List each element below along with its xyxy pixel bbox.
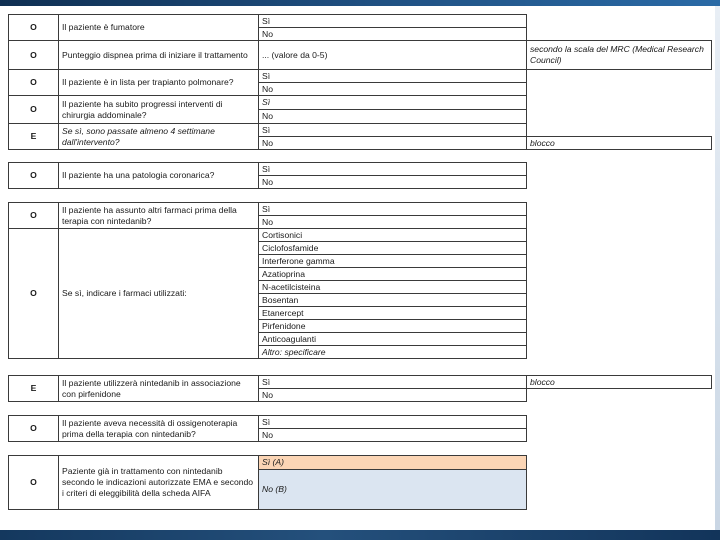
option-yes[interactable]: Sì xyxy=(259,416,527,429)
option-no[interactable]: No xyxy=(259,28,527,41)
dyspnea-value-field[interactable]: ... (valore da 0-5) xyxy=(259,41,527,70)
option-a[interactable]: Sì (A) xyxy=(259,456,527,470)
question-prior-drugs: Il paziente ha assunto altri farmaci prima della terapia con nintedanib? xyxy=(59,203,259,229)
table-history xyxy=(8,14,712,150)
row-code: E xyxy=(9,124,59,150)
block-note: blocco xyxy=(527,376,712,389)
row-code: O xyxy=(9,70,59,96)
dyspnea-note: secondo la scala del MRC (Medical Research Council) xyxy=(527,41,712,70)
question-transplant: Il paziente è in lista per trapianto polmonare? xyxy=(59,70,259,96)
option-no[interactable]: No xyxy=(259,389,527,402)
drug-option[interactable]: N-acetilcisteina xyxy=(259,281,527,294)
row-code: O xyxy=(9,96,59,124)
question-current-treatment: Paziente già in trattamento con nintedanib secondo le indicazioni autorizzate EMA e secondo i criteri di eleggibilità della scheda AIFA xyxy=(59,456,259,510)
row-code: O xyxy=(9,456,59,510)
option-no[interactable]: No xyxy=(259,429,527,442)
drug-option[interactable]: Pirfenidone xyxy=(259,320,527,333)
row-code: O xyxy=(9,416,59,442)
row-code: O xyxy=(9,41,59,70)
option-yes[interactable]: Sì xyxy=(259,376,527,389)
row-code: O xyxy=(9,229,59,359)
question-coronary: Il paziente ha una patologia coronarica? xyxy=(59,163,259,189)
right-decor-bar xyxy=(715,6,720,530)
option-no[interactable]: No xyxy=(259,176,527,189)
question-oxygen: Il paziente aveva necessità di ossigenoterapia prima della terapia con nintedanib? xyxy=(59,416,259,442)
question-weeks: Se sì, sono passate almeno 4 settimane dall'intervento? xyxy=(59,124,259,150)
drug-option[interactable]: Azatioprina xyxy=(259,268,527,281)
row-code: O xyxy=(9,203,59,229)
row-code: O xyxy=(9,15,59,41)
table-combination xyxy=(8,375,712,402)
drug-option[interactable]: Cortisonici xyxy=(259,229,527,242)
row-code: E xyxy=(9,376,59,402)
top-decor-bar xyxy=(0,0,720,6)
question-combination: Il paziente utilizzerà nintedanib in associazione con pirfenidone xyxy=(59,376,259,402)
table-coronary xyxy=(8,162,712,189)
table-oxygen xyxy=(8,415,712,442)
drug-option[interactable]: Etanercept xyxy=(259,307,527,320)
drug-option-other[interactable]: Altro: specificare xyxy=(259,346,527,359)
option-b[interactable]: No (B) xyxy=(259,470,527,510)
drug-option[interactable]: Bosentan xyxy=(259,294,527,307)
row-code: O xyxy=(9,163,59,189)
block-note: blocco xyxy=(527,137,712,150)
option-no[interactable]: No xyxy=(259,110,527,124)
option-yes[interactable]: Sì xyxy=(259,70,527,83)
table-current-treatment xyxy=(8,455,712,510)
option-yes[interactable]: Sì xyxy=(259,163,527,176)
option-no[interactable]: No xyxy=(259,216,527,229)
drug-option[interactable]: Interferone gamma xyxy=(259,255,527,268)
option-no[interactable]: No xyxy=(259,83,527,96)
bottom-decor-bar xyxy=(0,530,720,540)
option-yes[interactable]: Sì xyxy=(259,96,527,110)
option-yes[interactable]: Sì xyxy=(259,15,527,28)
drug-option[interactable]: Ciclofosfamide xyxy=(259,242,527,255)
option-yes[interactable]: Sì xyxy=(259,124,527,137)
question-smoker: Il paziente è fumatore xyxy=(59,15,259,41)
drug-option[interactable]: Anticoagulanti xyxy=(259,333,527,346)
question-dyspnea: Punteggio dispnea prima di iniziare il trattamento xyxy=(59,41,259,70)
table-prior-drugs xyxy=(8,202,712,359)
option-yes[interactable]: Sì xyxy=(259,203,527,216)
question-surgery: Il paziente ha subito progressi interventi di chirurgia addominale? xyxy=(59,96,259,124)
question-drug-list: Se sì, indicare i farmaci utilizzati: xyxy=(59,229,259,359)
option-no[interactable]: No xyxy=(259,137,527,150)
